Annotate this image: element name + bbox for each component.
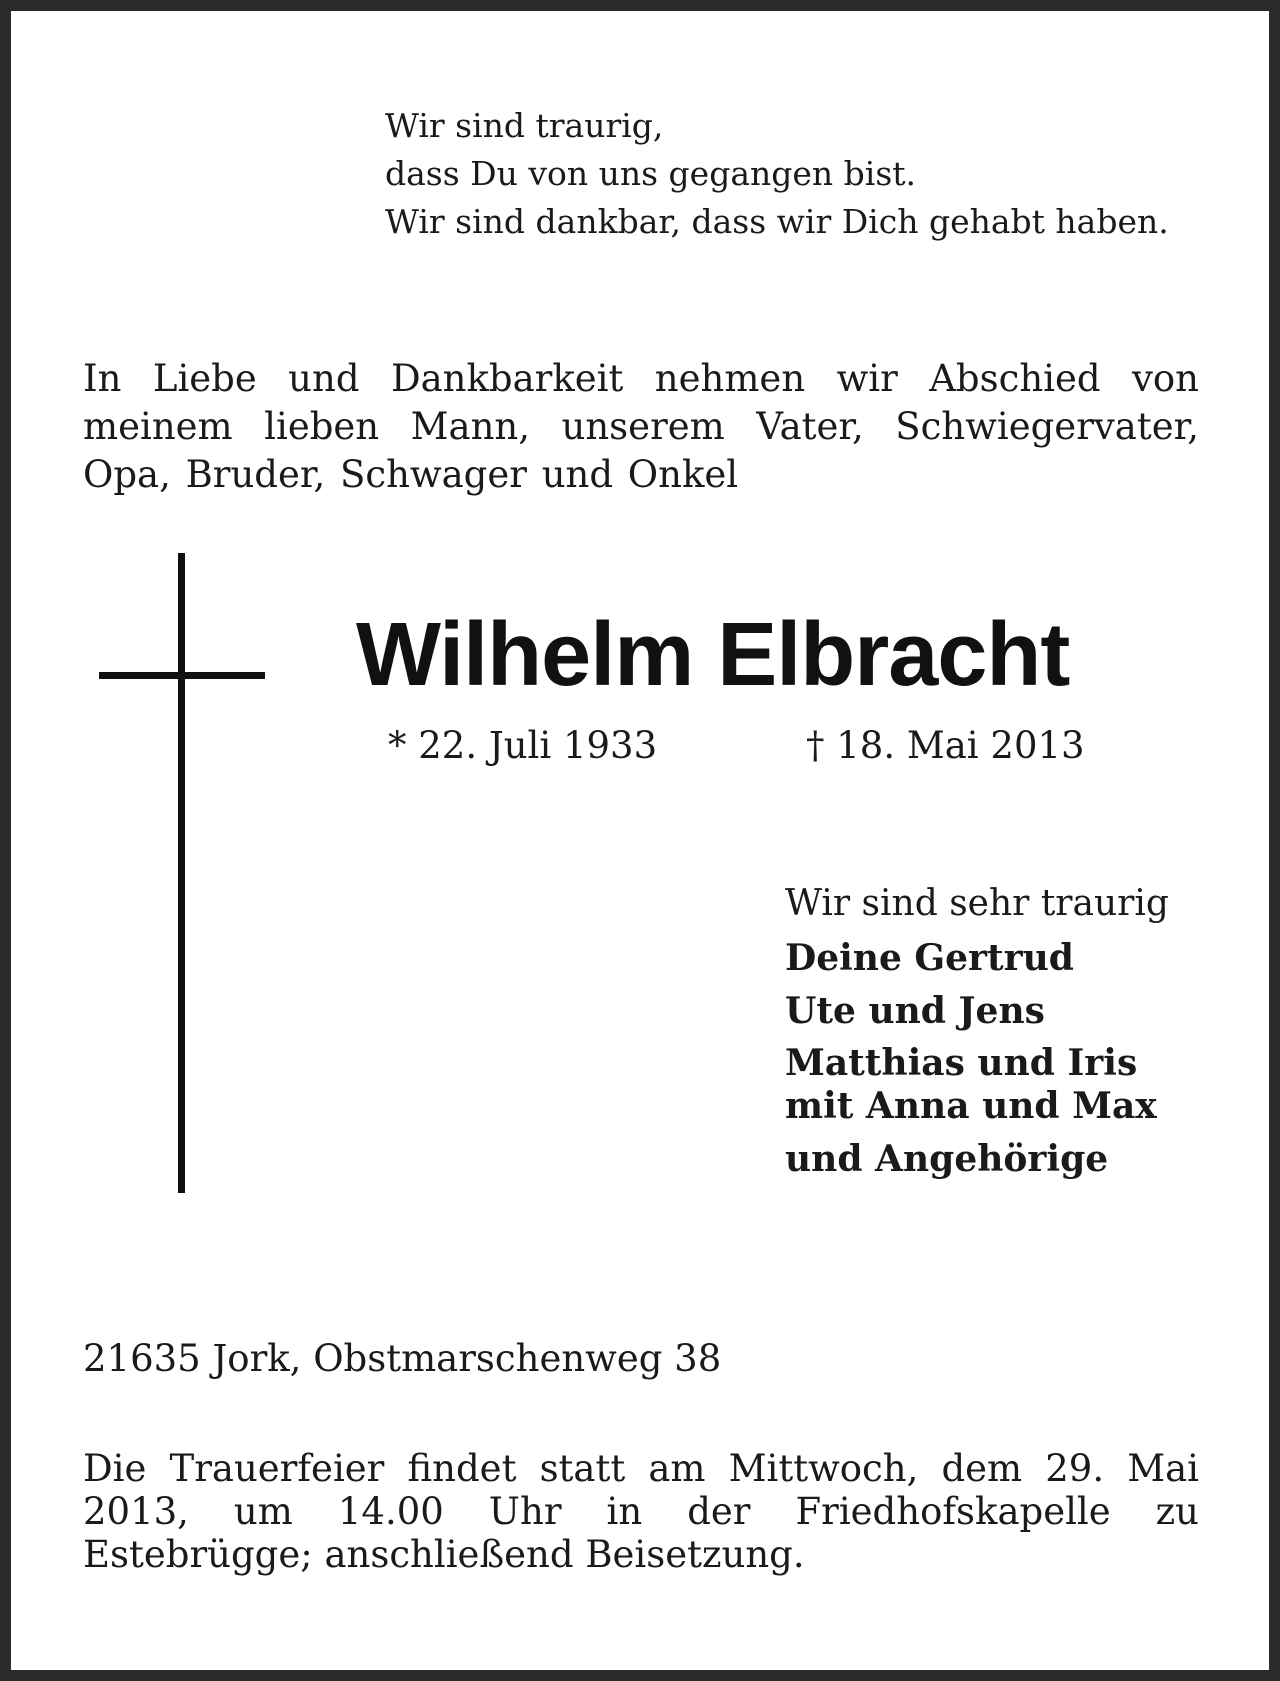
cross-vertical-beam — [178, 553, 185, 1193]
farewell-intro: In Liebe und Dankbarkeit nehmen wir Abschied von meinem lieben Mann, unserem Vater, Schwiegervater, Opa, Bruder, Schwager und Onkel — [83, 357, 1199, 496]
funeral-service-notice: Die Trauerfeier findet statt am Mittwoch, dem 29. Mai 2013, um 14.00 Uhr in der Friedhofskapelle zu Estebrügge; anschließend Beisetzung. — [83, 1447, 1199, 1576]
motto-line: Wir sind traurig, — [385, 106, 664, 145]
mourners-intro: Wir sind sehr traurig — [785, 883, 1169, 924]
mourner-name: Deine Gertrud — [785, 937, 1074, 979]
mourner-name: und Angehörige — [785, 1138, 1109, 1180]
mourner-name: Ute und Jens — [785, 990, 1045, 1032]
birth-date: * 22. Juli 1933 — [388, 724, 658, 767]
address: 21635 Jork, Obstmarschenweg 38 — [83, 1337, 722, 1380]
motto-line: dass Du von uns gegangen bist. — [385, 154, 917, 193]
cross-horizontal-beam — [99, 672, 265, 679]
deceased-name: Wilhelm Elbracht — [356, 605, 1070, 705]
death-date: † 18. Mai 2013 — [806, 724, 1085, 767]
motto-line: Wir sind dankbar, dass wir Dich gehabt haben. — [385, 202, 1169, 241]
mourner-name: mit Anna und Max — [785, 1085, 1157, 1127]
mourner-name: Matthias und Iris — [785, 1042, 1138, 1084]
mourners-block — [785, 882, 1169, 1190]
motto — [385, 102, 1169, 246]
